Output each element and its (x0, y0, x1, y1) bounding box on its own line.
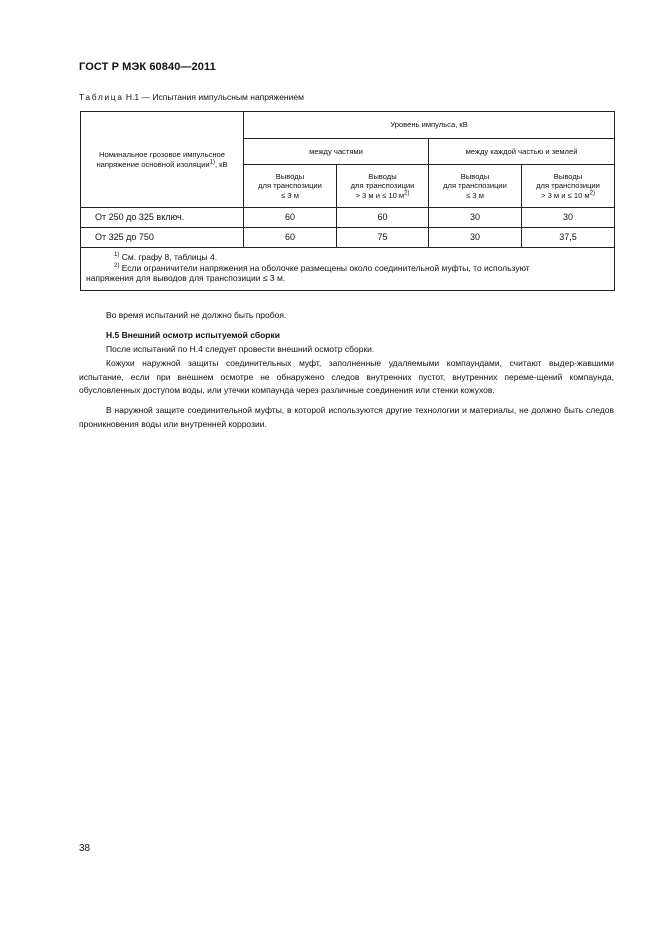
table-caption-text: Н.1 — Испытания импульсным напряжением (125, 92, 304, 102)
table-notes (81, 248, 615, 291)
output-word: Выводы (460, 171, 490, 181)
header-part-to-ground: между каждой частью и землей (429, 139, 615, 165)
paragraph-enclosures: Кожухи наружной защиты соединительных муфт, заполненные удаляемыми компаундами, считают выдер-жавшими испытание, если при внешнем осмотре не обнаружено следов внутренних пустот, внутренних переме-щений компаунда, обусловленных доступом воды, или утечки компаунда через различные соединения или стенки кожухов. (79, 358, 614, 395)
table-row (81, 228, 615, 248)
note-2-sup: 2) (114, 262, 120, 269)
note-1-text: См. графу 8, таблицы 4. (121, 252, 218, 262)
output-word: Выводы (553, 171, 583, 181)
document-header: ГОСТ Р МЭК 60840—2011 (79, 61, 216, 73)
header-output-range-a (337, 165, 429, 208)
cell-value: 75 (337, 228, 429, 248)
cell-value: 30 (522, 208, 615, 228)
output-le3: ≤ 3 м (466, 190, 484, 200)
impulse-test-table (80, 111, 615, 291)
row-label: От 325 до 750 (81, 228, 244, 248)
output-transp: для транспозиции (443, 181, 507, 191)
header-output-le3-a (244, 165, 337, 208)
header-nominal-text: Номинальное грозовое импульсное напряжение основной изоляции (96, 150, 225, 169)
output-word: Выводы (275, 171, 305, 181)
output-range-sup: 2) (589, 190, 595, 197)
page-number: 38 (79, 843, 91, 854)
table-row (81, 208, 615, 228)
section-title-h5: Н.5 Внешний осмотр испытуемой сборки (106, 330, 280, 340)
header-output-le3-b (429, 165, 522, 208)
output-range: > 3 м и ≤ 10 м (541, 190, 590, 200)
cell-value: 60 (337, 208, 429, 228)
output-transp: для транспозиции (536, 181, 600, 191)
cell-value: 60 (244, 228, 337, 248)
header-impulse-level: Уровень импульса, кВ (244, 112, 615, 139)
note-2 (86, 263, 608, 274)
note-1-sup: 1) (114, 252, 120, 259)
header-between-parts: между частями (244, 139, 429, 165)
note-2-cont: напряжения для выводов для транспозиции ≤ 3 м. (86, 273, 286, 284)
output-word: Выводы (368, 171, 397, 181)
header-nominal-unit: , кВ (214, 159, 228, 169)
note-2-text-a: Если ограничители напряжения на оболочке размещены около соединительной муфты, то используют (121, 262, 530, 273)
cell-value: 30 (429, 228, 522, 248)
output-transp: для транспозиции (350, 181, 415, 191)
paragraph-outer-protection: В наружной защите соединительной муфты, в которой используются другие технологии и материалы, не должно быть следов проникновения воды или внутренней коррозии. (79, 405, 614, 429)
cell-value: 60 (244, 208, 337, 228)
cell-value: 30 (429, 208, 522, 228)
paragraph-after-tests: После испытаний по Н.4 следует провести внешний осмотр сборки. (106, 344, 375, 354)
header-nominal-sup: 1) (209, 158, 215, 165)
cell-value: 37,5 (522, 228, 615, 248)
note-1 (86, 252, 608, 263)
output-transp: для транспозиции (258, 181, 322, 191)
row-label: От 250 до 325 включ. (81, 208, 244, 228)
output-range-sup: 2) (404, 190, 410, 197)
header-nominal-voltage (81, 112, 244, 208)
output-le3: ≤ 3 м (281, 190, 299, 200)
paragraph-no-breakdown: Во время испытаний не должно быть пробоя. (106, 310, 287, 320)
header-output-range-b (522, 165, 615, 208)
table-caption (79, 92, 304, 102)
output-range: > 3 м и ≤ 10 м (355, 190, 405, 200)
table-caption-word: Таблица (79, 92, 124, 102)
